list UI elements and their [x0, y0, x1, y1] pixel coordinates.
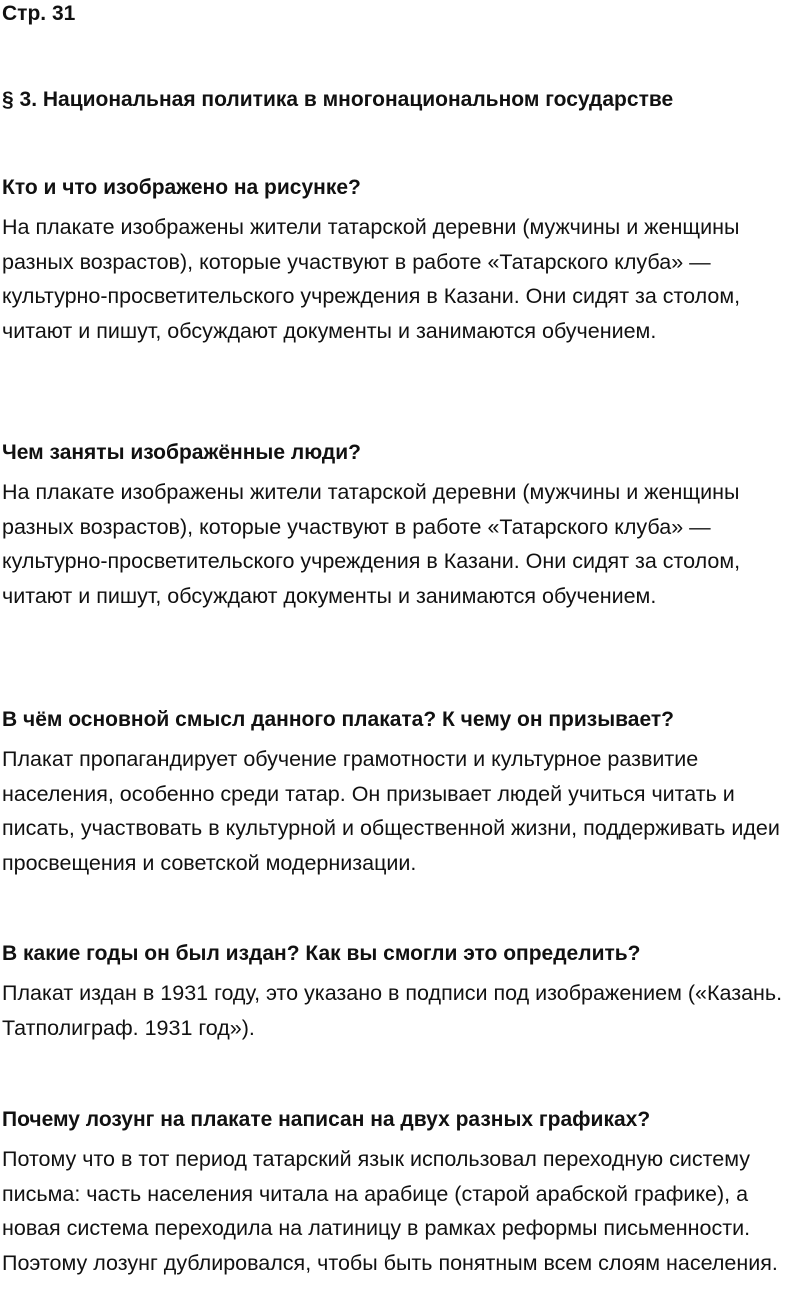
qa-block-1 [2, 176, 798, 348]
answer-paragraph: Плакат пропагандирует обучение грамотности и культурное развитие населения, особенно среди татар. Он призывает людей учиться читать и писать, участвовать в культурной и общественной жизни, поддерживать идеи просвещения и советской модернизации. [2, 747, 780, 875]
question-heading: Почему лозунг на плакате написан на двух разных графиках? [2, 1108, 651, 1131]
answer-paragraph: Плакат издан в 1931 году, это указано в подписи под изображением («Казань. Татполиграф. 1931 год»). [2, 981, 783, 1040]
qa-block-5 [2, 1108, 798, 1280]
qa-block-2 [2, 441, 798, 613]
qa-block-3 [2, 708, 798, 880]
question-heading: Кто и что изображено на рисунке? [2, 176, 361, 199]
question-heading: В какие годы он был издан? Как вы смогли это определить? [2, 942, 641, 965]
answer-paragraph: Потому что в тот период татарский язык использовал переходную систему письма: часть населения читала на арабице (старой арабской графике), а новая система переходила на латиницу в рамках реформы письменности. Поэтому лозунг дублировался, чтобы быть понятным всем слоям населения. [2, 1147, 778, 1275]
section-title: § 3. Национальная политика в многонациональном государстве [2, 88, 674, 111]
qa-block-4 [2, 942, 798, 1045]
answer-paragraph: На плакате изображены жители татарской деревни (мужчины и женщины разных возрастов), которые участвуют в работе «Татарского клуба» — культурно-просветительского учреждения в Казани. Они сидят за столом, читают и пишут, обсуждают документы и занимаются обучением. [2, 480, 741, 608]
page-number-label: Стр. 31 [2, 2, 76, 25]
question-heading: Чем заняты изображённые люди? [2, 441, 361, 464]
answer-paragraph: На плакате изображены жители татарской деревни (мужчины и женщины разных возрастов), которые участвуют в работе «Татарского клуба» — культурно-просветительского учреждения в Казани. Они сидят за столом, читают и пишут, обсуждают документы и занимаются обучением. [2, 215, 741, 343]
question-heading: В чём основной смысл данного плаката? К чему он призывает? [2, 708, 674, 731]
